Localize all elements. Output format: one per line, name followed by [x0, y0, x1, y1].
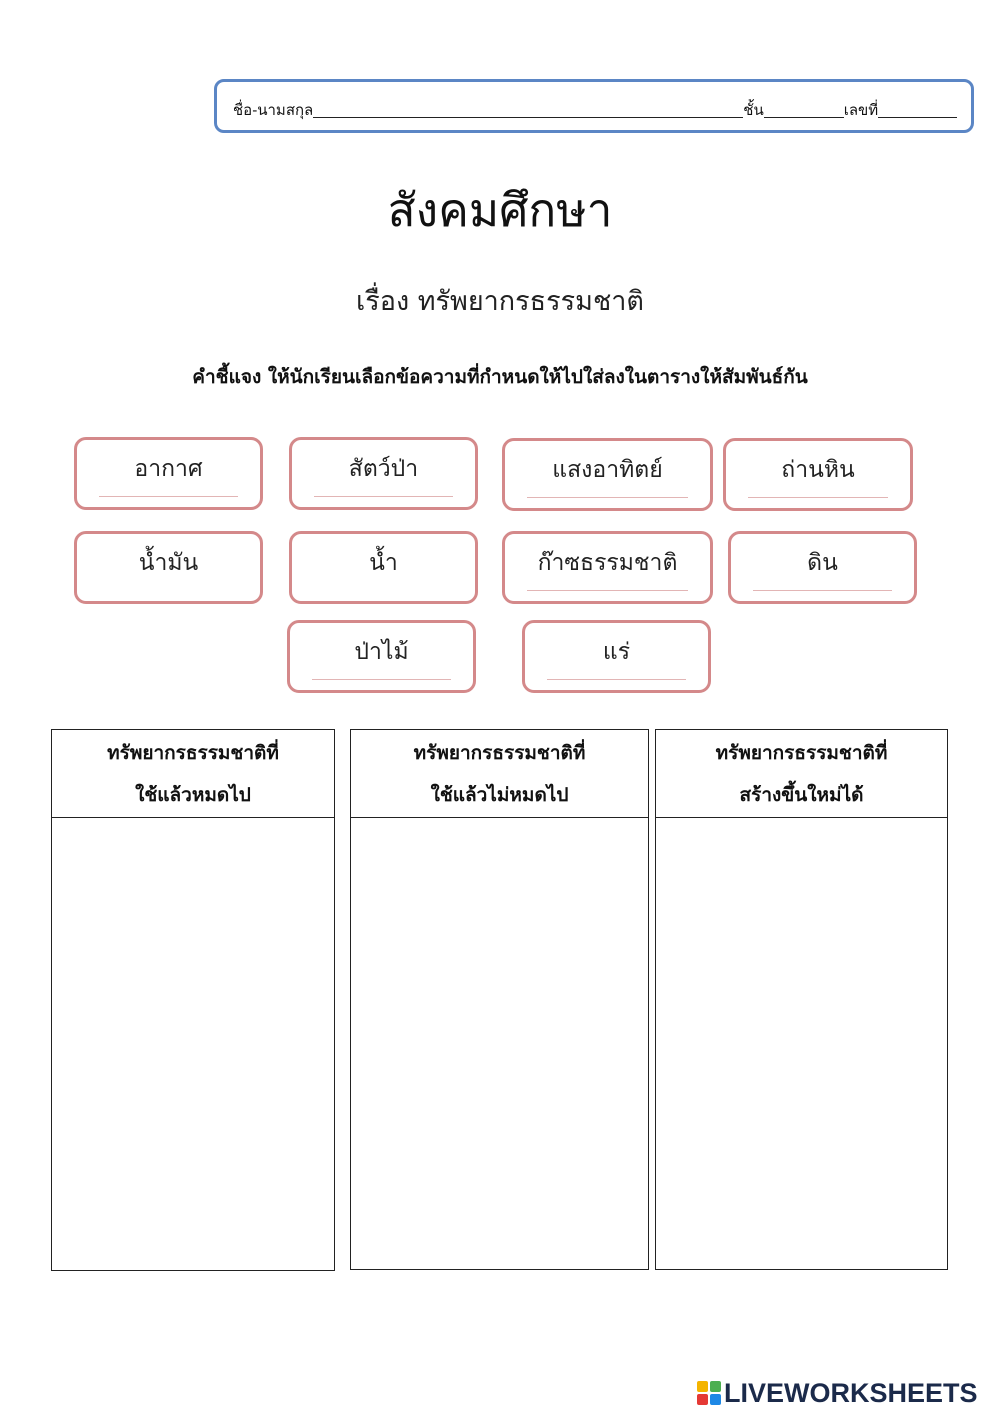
word-card-label: ถ่านหิน	[781, 457, 855, 483]
card-underline	[312, 679, 451, 680]
name-line	[313, 117, 743, 118]
number-label: เลขที่	[843, 101, 879, 119]
page-subtitle: เรื่อง ทรัพยากรธรรมชาติ	[356, 286, 644, 317]
card-underline	[99, 496, 238, 497]
class-line	[764, 117, 844, 118]
drop-zone-inexhaustible[interactable]	[351, 818, 648, 1269]
page-title: สังคมศึกษา	[387, 183, 613, 237]
column-header-line2: สร้างขึ้นใหม่ได้	[739, 783, 864, 806]
word-card[interactable]	[287, 620, 476, 693]
word-card[interactable]	[723, 438, 913, 511]
word-card-label: ก๊าซธรรมชาติ	[537, 550, 678, 576]
word-card[interactable]	[289, 531, 478, 604]
card-underline	[527, 497, 688, 498]
name-label: ชื่อ-นามสกุล	[233, 101, 314, 119]
student-info-box	[214, 79, 974, 133]
category-column-renewable	[655, 729, 948, 1270]
word-card[interactable]	[74, 437, 263, 510]
word-card-label: น้ำมัน	[138, 550, 199, 576]
word-card[interactable]	[728, 531, 917, 604]
card-underline	[314, 496, 453, 497]
category-column-nonrenewable	[51, 729, 335, 1271]
column-header-line1: ทรัพยากรธรรมชาติที่	[413, 741, 586, 764]
logo-text: LIVEWORKSHEETS	[724, 1377, 978, 1408]
card-underline	[547, 679, 686, 680]
column-header	[52, 730, 334, 818]
card-underline	[748, 497, 888, 498]
logo-square-icon	[710, 1381, 721, 1392]
word-card[interactable]	[502, 531, 713, 604]
logo-square-icon	[697, 1394, 708, 1405]
word-card[interactable]	[502, 438, 713, 511]
word-card[interactable]	[74, 531, 263, 604]
word-card-label: แร่	[602, 639, 631, 665]
word-card-label: ดิน	[807, 550, 838, 576]
word-card[interactable]	[289, 437, 478, 510]
logo-square-icon	[697, 1381, 708, 1392]
liveworksheets-logo	[697, 1376, 978, 1410]
column-header-line1: ทรัพยากรธรรมชาติที่	[107, 741, 279, 764]
column-header-line1: ทรัพยากรธรรมชาติที่	[715, 741, 888, 764]
column-header	[351, 730, 648, 818]
logo-square-icon	[710, 1394, 721, 1405]
word-card-label: น้ำ	[369, 550, 398, 576]
category-column-inexhaustible	[350, 729, 649, 1270]
word-card-label: สัตว์ป่า	[348, 456, 419, 482]
column-header-line2: ใช้แล้วไม่หมดไป	[430, 783, 569, 806]
number-line	[878, 117, 957, 118]
student-info-row	[233, 96, 957, 122]
word-card-label: อากาศ	[134, 456, 203, 482]
card-underline	[753, 590, 892, 591]
drop-zone-nonrenewable[interactable]	[52, 818, 334, 1270]
column-header-line2: ใช้แล้วหมดไป	[135, 783, 251, 806]
instruction-text: คำชี้แจง ให้นักเรียนเลือกข้อความที่กำหนดให้ไปใส่ลงในตารางให้สัมพันธ์กัน	[192, 366, 808, 388]
drop-zone-renewable[interactable]	[656, 818, 947, 1269]
word-card[interactable]	[522, 620, 711, 693]
word-card-label: แสงอาทิตย์	[552, 457, 663, 483]
class-label: ชั้น	[743, 101, 764, 119]
card-underline	[527, 590, 688, 591]
column-header	[656, 730, 947, 818]
word-card-label: ป่าไม้	[354, 639, 409, 665]
logo-mark-icon	[697, 1381, 721, 1405]
